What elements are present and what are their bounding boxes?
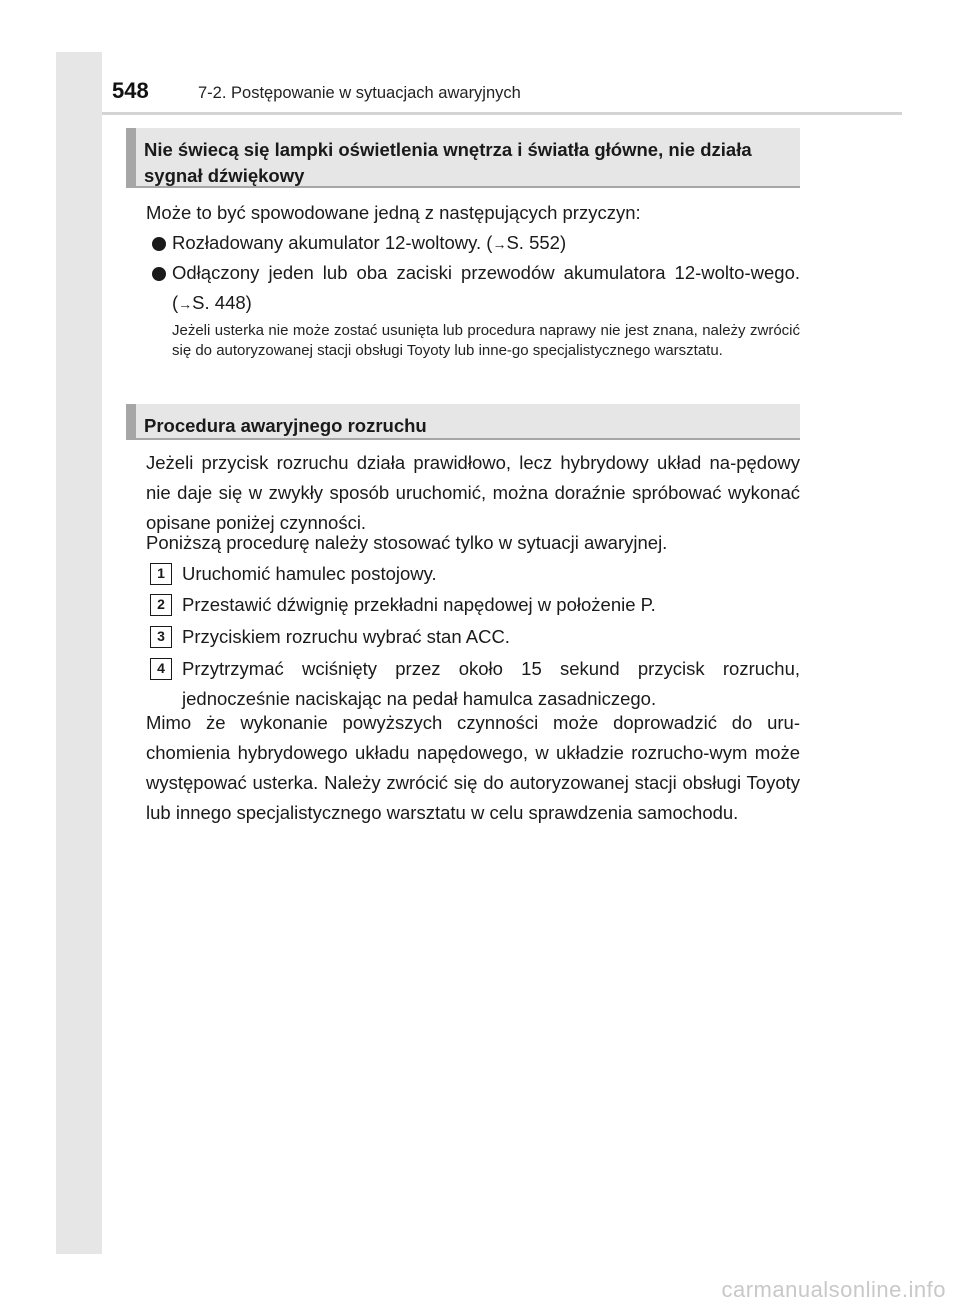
- section1-intro: Może to być spowodowane jedną z następujących przyczyn:: [146, 202, 641, 223]
- step-number-badge: 2: [150, 594, 172, 616]
- section-heading-text: Procedura awaryjnego rozruchu: [144, 415, 427, 436]
- arrow-icon: →: [492, 236, 507, 252]
- section-heading-text: Nie świecą się lampki oświetlenia wnętrza i światła główne, nie działa sygnał dźwiękowy: [144, 139, 752, 186]
- arrow-icon: →: [178, 296, 193, 312]
- section2-lead: Poniższą procedurę należy stosować tylko w sytuacji awaryjnej.: [146, 532, 668, 553]
- section2-closing: Mimo że wykonanie powyższych czynności może doprowadzić do uru-chomienia hybrydowego układu napędowego, w układzie rozrucho-wym może występować usterka. Należy zwrócić się do autoryzowanej stacji obsługi Toyoty lub innego specjalistycznego warsztatu w celu sprawdzenia samochodu.: [146, 712, 800, 823]
- section2-intro: Jeżeli przycisk rozruchu działa prawidłowo, lecz hybrydowy układ na-pędowy nie daje się w zwykły sposób uruchomić, można doraźnie spróbować wykonać opisane poniżej czynności.: [146, 452, 800, 533]
- watermark: carmanualsonline.info: [721, 1277, 946, 1302]
- step-text: Uruchomić hamulec postojowy.: [182, 563, 437, 584]
- step-number-badge: 4: [150, 658, 172, 680]
- section-heading-lights: [126, 128, 800, 188]
- chapter-title: 7-2. Postępowanie w sytuacjach awaryjnych: [198, 84, 521, 102]
- bullet-icon: [152, 267, 166, 281]
- step-text: Przyciskiem rozruchu wybrać stan ACC.: [182, 626, 510, 647]
- step-text: Przestawić dźwignię przekładni napędowej w położenie P.: [182, 594, 656, 615]
- section1-note: Jeżeli usterka nie może zostać usunięta lub procedura naprawy nie jest znana, należy zwrócić się do autoryzowanej stacji obsługi Toyoty lub inne-go specjalistycznego warsztatu.: [172, 322, 800, 359]
- bullet-item: Rozładowany akumulator 12-woltowy. (→S. 552): [172, 232, 567, 253]
- bullet-item: Odłączony jeden lub oba zaciski przewodów akumulatora 12-wolto-wego. (→S. 448): [172, 262, 800, 313]
- bullet-icon: [152, 237, 166, 251]
- step-text: Przytrzymać wciśnięty przez około 15 sekund przycisk rozruchu, jednocześnie naciskając na pedał hamulca zasadniczego.: [182, 658, 800, 709]
- step-number-badge: 1: [150, 563, 172, 585]
- section-heading-emergency-start: [126, 404, 800, 440]
- side-margin-bar: [56, 52, 102, 1254]
- page-number: 548: [112, 78, 149, 103]
- step-number-badge: 3: [150, 626, 172, 648]
- header-rule: [102, 112, 902, 115]
